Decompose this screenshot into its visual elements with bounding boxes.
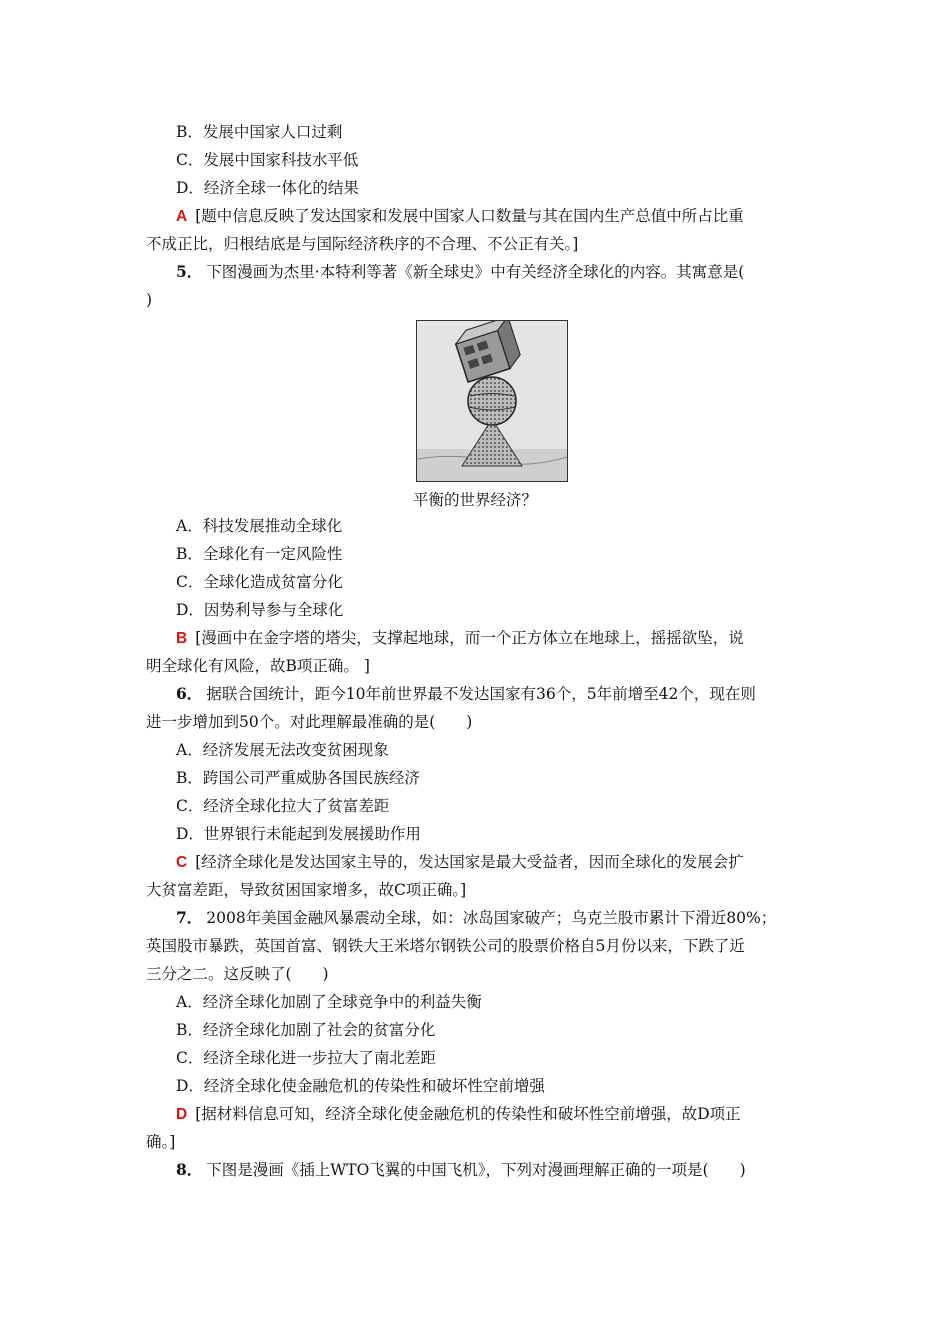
answer-line: D [据材料信息可知，经济全球化使金融危机的传染性和破坏性空前增强，故D项正 <box>176 1105 741 1123</box>
option-b: B．经济全球化加剧了社会的贫富分化 <box>176 1021 436 1039</box>
answer-continuation: 确。] <box>146 1133 176 1151</box>
option-c: C．全球化造成贫富分化 <box>176 573 343 591</box>
question-6: 6． 据联合国统计，距今10年前世界最不发达国家有36个，5年前增至42个，现在则 <box>176 684 756 703</box>
option-d: D．经济全球化使金融危机的传染性和破坏性空前增强 <box>176 1077 545 1095</box>
question-5: 5． 下图漫画为杰里·本特利等著《新全球史》中有关经济全球化的内容。其寓意是( <box>176 262 745 281</box>
question-continuation: 英国股市暴跌，英国首富、钢铁大王米塔尔钢铁公司的股票价格自5月份以来，下跌了近 <box>146 937 745 955</box>
option-a: A．科技发展推动全球化 <box>176 517 343 535</box>
answer-line: B [漫画中在金字塔的塔尖，支撑起地球，而一个正方体立在地球上，摇摇欲坠，说 <box>176 629 744 647</box>
answer-letter: C <box>176 854 188 871</box>
answer-letter: B <box>176 630 188 647</box>
question-7: 7． 2008年美国金融风暴震动全球，如：冰岛国家破产；乌克兰股市累计下滑近80%； <box>176 908 777 927</box>
answer-continuation: 大贫富差距，导致贫困国家增多，故C项正确。] <box>146 881 467 899</box>
option-b: B．全球化有一定风险性 <box>176 545 343 563</box>
option-d: D．因势利导参与全球化 <box>176 601 344 619</box>
cartoon-image <box>416 320 568 482</box>
answer-continuation: 不成正比，归根结底是与国际经济秩序的不合理、不公正有关。] <box>146 235 579 253</box>
answer-line: C [经济全球化是发达国家主导的，发达国家是最大受益者，因而全球化的发展会扩 <box>176 853 744 871</box>
answer-line: A [题中信息反映了发达国家和发展中国家人口数量与其在国内生产总值中所占比重 <box>176 207 744 225</box>
option-b: B．发展中国家人口过剩 <box>176 123 343 141</box>
question-continuation: 进一步增加到50个。对此理解最准确的是( ) <box>146 713 473 731</box>
option-c: C．经济全球化拉大了贫富差距 <box>176 797 390 815</box>
option-a: A．经济全球化加剧了全球竞争中的利益失衡 <box>176 993 482 1011</box>
option-d: D．经济全球一体化的结果 <box>176 179 359 197</box>
figure-caption: 平衡的世界经济？ <box>412 491 537 509</box>
question-continuation: 三分之二。这反映了( ) <box>146 965 329 983</box>
option-d: D．世界银行未能起到发展援助作用 <box>176 825 421 843</box>
option-b: B．跨国公司严重威胁各国民族经济 <box>176 769 420 787</box>
question-8: 8． 下图是漫画《插上WTO飞翼的中国飞机》，下列对漫画理解正确的一项是( ) <box>176 1160 746 1179</box>
answer-continuation: 明全球化有风险，故B项正确。 ] <box>146 657 370 675</box>
option-c: C．经济全球化进一步拉大了南北差距 <box>176 1049 436 1067</box>
option-a: A．经济发展无法改变贫困现象 <box>176 741 389 759</box>
option-c: C．发展中国家科技水平低 <box>176 151 359 169</box>
answer-letter: D <box>176 1106 188 1123</box>
question-continuation: ) <box>146 291 153 309</box>
answer-letter: A <box>176 208 188 225</box>
